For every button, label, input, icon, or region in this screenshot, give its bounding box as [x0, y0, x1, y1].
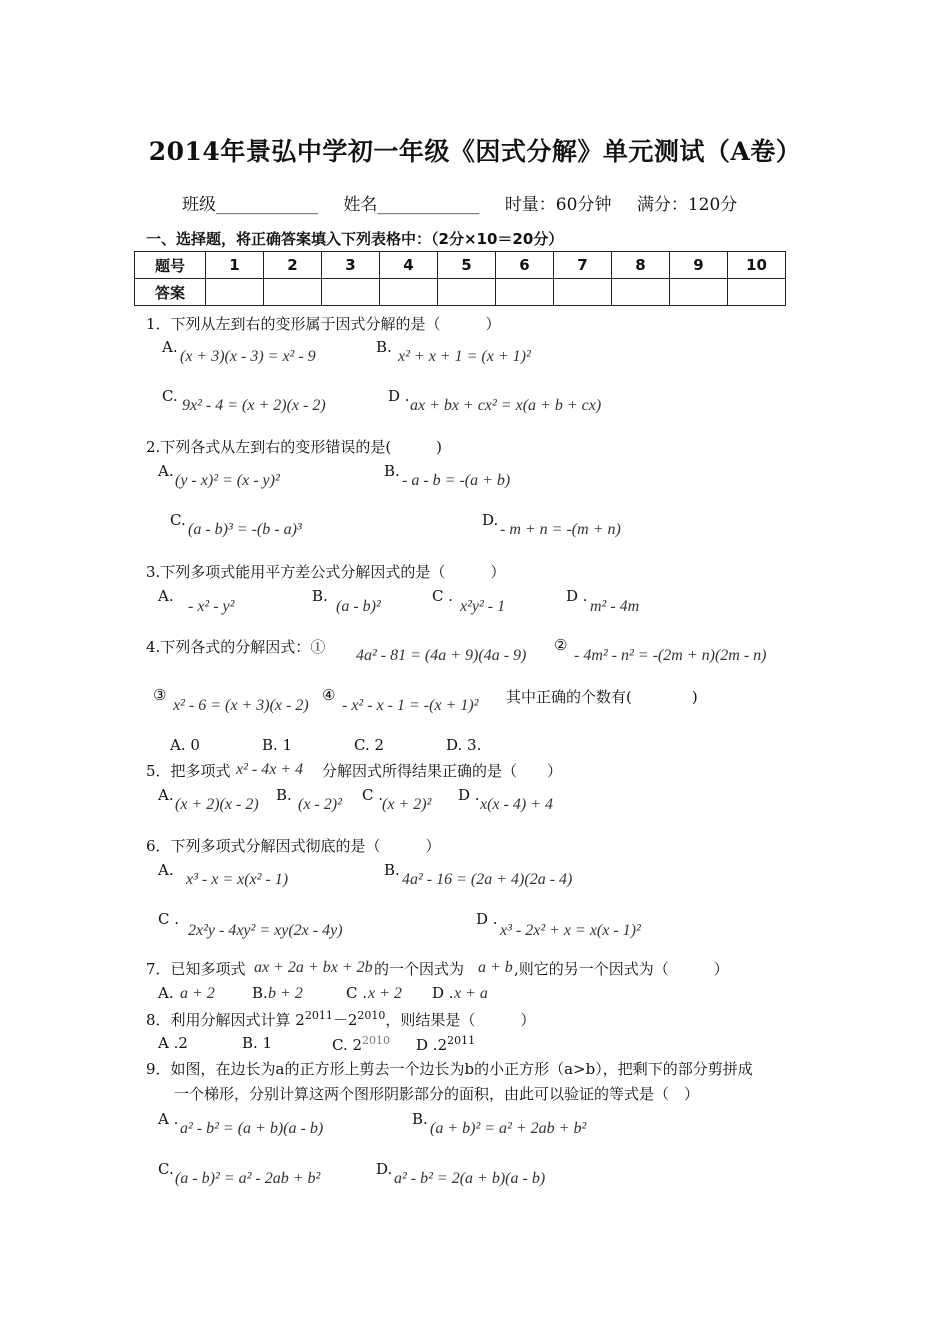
q9-option-c-label: C. [158, 1160, 174, 1178]
q1-option-c: 9x² - 4 = (x + 2)(x - 2) [182, 397, 326, 414]
q8-exponent-2: 2010 [357, 1009, 386, 1022]
q9-option-b-label: B. [412, 1110, 428, 1128]
q4-marker-2: ② [554, 636, 568, 654]
question-5-stem-b: 分解因式所得结果正确的是（ ） [322, 762, 563, 780]
q7-option-a: a + 2 [180, 985, 215, 1002]
class-field[interactable]: 班级____________ [182, 195, 318, 215]
q5-option-b-label: B. [276, 786, 292, 804]
q9-option-b: (a + b)² = a² + 2ab + b² [430, 1120, 587, 1137]
question-1-stem: 1．下列从左到右的变形属于因式分解的是（ ） [146, 315, 501, 333]
q1-option-d-label: D . [388, 387, 410, 405]
row-header-number: 题号 [135, 252, 206, 279]
question-5-stem-a: 5．把多项式 [146, 762, 231, 780]
q5-option-a: (x + 2)(x - 2) [175, 796, 259, 813]
q8-stem-a: 8．利用分解因式计算 2 [146, 1011, 305, 1029]
q4-expression-1: 4a² - 81 = (4a + 9)(4a - 9) [356, 647, 527, 664]
q1-option-a: (x + 3)(x - 3) = x² - 9 [180, 348, 316, 365]
answer-cell[interactable] [380, 279, 438, 306]
q8-option-c-base: C. 2 [332, 1036, 363, 1054]
full-score: 满分：120分 [636, 195, 738, 215]
q3-option-d: m² - 4m [590, 598, 640, 615]
q4-option-b: B. 1 [262, 736, 293, 754]
q7-option-b: b + 2 [268, 985, 303, 1002]
answer-row [135, 279, 786, 306]
answer-table [134, 251, 786, 306]
question-number-row [135, 252, 786, 279]
question-4-stem: 4.下列各式的分解因式：① [146, 638, 326, 656]
q6-option-a-label: A. [158, 861, 174, 879]
answer-cell[interactable] [612, 279, 670, 306]
name-field[interactable]: 姓名____________ [343, 195, 480, 215]
q8-exponent-1: 2011 [304, 1009, 333, 1022]
q3-option-b-label: B. [312, 587, 328, 605]
q4-tail: 其中正确的个数有( ) [506, 688, 698, 706]
question-8-stem [146, 1009, 535, 1030]
answer-cell[interactable] [206, 279, 264, 306]
answer-cell[interactable] [322, 279, 380, 306]
q6-option-a: x³ - x = x(x² - 1) [186, 871, 289, 888]
q7-option-d: x + a [454, 985, 488, 1002]
q6-option-c-label: C . [158, 910, 180, 928]
col-number: 4 [380, 252, 438, 279]
q2-option-d-label: D. [482, 511, 499, 529]
q2-option-a-label: A. [158, 462, 174, 480]
col-number: 3 [322, 252, 380, 279]
col-number: 9 [670, 252, 728, 279]
q6-option-d-label: D . [476, 910, 498, 928]
q1-option-b: x² + x + 1 = (x + 1)² [398, 348, 531, 365]
q1-option-b-label: B. [376, 338, 392, 356]
q4-expression-2: - 4m² - n² = -(2m + n)(2m - n) [574, 647, 767, 664]
answer-cell[interactable] [496, 279, 554, 306]
q6-option-b-label: B. [384, 861, 400, 879]
q8-option-a: A .2 [158, 1034, 188, 1052]
q9-option-c: (a - b)² = a² - 2ab + b² [175, 1170, 321, 1187]
q7-option-c-label: C . [346, 984, 368, 1002]
answer-cell[interactable] [728, 279, 786, 306]
q2-option-a: (y - x)² = (x - y)² [175, 472, 280, 489]
q4-option-c: C. 2 [354, 736, 385, 754]
q3-option-b: (a - b)² [336, 598, 381, 615]
row-header-answer: 答案 [135, 279, 206, 306]
answer-cell[interactable] [438, 279, 496, 306]
col-number: 7 [554, 252, 612, 279]
question-6-stem: 6．下列多项式分解因式彻底的是（ ） [146, 837, 441, 855]
page-title: 2014年景弘中学初一年级《因式分解》单元测试（A卷） [148, 137, 802, 166]
col-number: 8 [612, 252, 670, 279]
answer-cell[interactable] [264, 279, 322, 306]
question-7-stem-b: 的一个因式为 [374, 960, 465, 978]
question-7-stem-c: ,则它的另一个因式为（ ） [514, 960, 729, 978]
q6-option-d: x³ - 2x² + x = x(x - 1)² [500, 922, 641, 939]
q7-expression: ax + 2a + bx + 2b [254, 959, 373, 976]
q7-option-a-label: A. [158, 984, 174, 1002]
q3-option-d-label: D . [566, 587, 588, 605]
q2-option-c-label: C. [170, 511, 186, 529]
q5-option-c-label: C . [362, 786, 384, 804]
q8-stem-b: －2 [332, 1011, 358, 1029]
question-9-line-1: 9．如图，在边长为a的正方形上剪去一个边长为b的小正方形（a>b），把剩下的部分剪拼成 [146, 1060, 753, 1078]
q7-factor: a + b [478, 959, 513, 976]
q5-option-b: (x - 2)² [298, 796, 342, 813]
q8-option-d-base: D .2 [416, 1036, 448, 1054]
q3-option-c: x²y² - 1 [460, 598, 506, 615]
q8-option-d [416, 1034, 475, 1054]
q8-option-c [332, 1034, 390, 1054]
q3-option-c-label: C . [432, 587, 454, 605]
q2-option-d: - m + n = -(m + n) [500, 521, 621, 538]
q8-stem-c: ，则结果是（ ） [385, 1011, 536, 1029]
question-9-line-2: 一个梯形，分别计算这两个图形阴影部分的面积，由此可以验证的等式是（ ） [174, 1085, 700, 1103]
q2-option-b: - a - b = -(a + b) [402, 472, 511, 489]
q5-option-d-label: D . [458, 786, 480, 804]
q8-option-c-exponent: 2010 [362, 1034, 391, 1047]
answer-cell[interactable] [670, 279, 728, 306]
q5-option-a-label: A. [158, 786, 174, 804]
col-number: 1 [206, 252, 264, 279]
q3-option-a-label: A. [158, 587, 174, 605]
q1-option-a-label: A. [162, 338, 178, 356]
q7-option-d-label: D . [432, 984, 454, 1002]
q3-option-a: - x² - y² [188, 598, 235, 615]
q4-option-d: D. 3. [446, 736, 482, 754]
q4-option-a: A. 0 [170, 736, 200, 754]
q8-option-d-exponent: 2011 [447, 1034, 476, 1047]
q4-marker-3: ③ [153, 686, 167, 704]
q9-option-d: a² - b² = 2(a + b)(a - b) [394, 1170, 546, 1187]
q9-option-a: a² - b² = (a + b)(a - b) [180, 1120, 324, 1137]
q5-expression: x² - 4x + 4 [236, 761, 304, 778]
q7-option-c: x + 2 [368, 985, 402, 1002]
q1-option-d: ax + bx + cx² = x(a + b + cx) [410, 397, 602, 414]
q9-option-d-label: D. [376, 1160, 393, 1178]
col-number: 2 [264, 252, 322, 279]
q6-option-b: 4a² - 16 = (2a + 4)(2a - 4) [402, 871, 573, 888]
answer-cell[interactable] [554, 279, 612, 306]
q2-option-c: (a - b)³ = -(b - a)³ [188, 521, 302, 538]
question-2-stem: 2.下列各式从左到右的变形错误的是( ) [146, 438, 443, 456]
q5-option-c: (x + 2)² [382, 796, 432, 813]
q8-option-b: B. 1 [242, 1034, 273, 1052]
q6-option-c: 2x²y - 4xy² = xy(2x - 4y) [188, 922, 343, 939]
q4-expression-3: x² - 6 = (x + 3)(x - 2) [173, 697, 309, 714]
q9-option-a-label: A . [158, 1110, 179, 1128]
col-number: 5 [438, 252, 496, 279]
student-info-line [182, 190, 757, 215]
q1-option-c-label: C. [162, 387, 178, 405]
time-limit: 时量：60分钟 [504, 195, 612, 215]
q4-expression-4: - x² - x - 1 = -(x + 1)² [342, 697, 479, 714]
col-number: 10 [728, 252, 786, 279]
section-heading-choice: 一、选择题，将正确答案填入下列表格中：（2分×10＝20分） [146, 230, 564, 248]
q2-option-b-label: B. [384, 462, 400, 480]
q4-marker-4: ④ [322, 686, 336, 704]
q7-option-b-label: B. [252, 984, 268, 1002]
q5-option-d: x(x - 4) + 4 [480, 796, 553, 813]
col-number: 6 [496, 252, 554, 279]
question-7-stem-a: 7．已知多项式 [146, 960, 246, 978]
question-3-stem: 3.下列多项式能用平方差公式分解因式的是（ ） [146, 563, 506, 581]
